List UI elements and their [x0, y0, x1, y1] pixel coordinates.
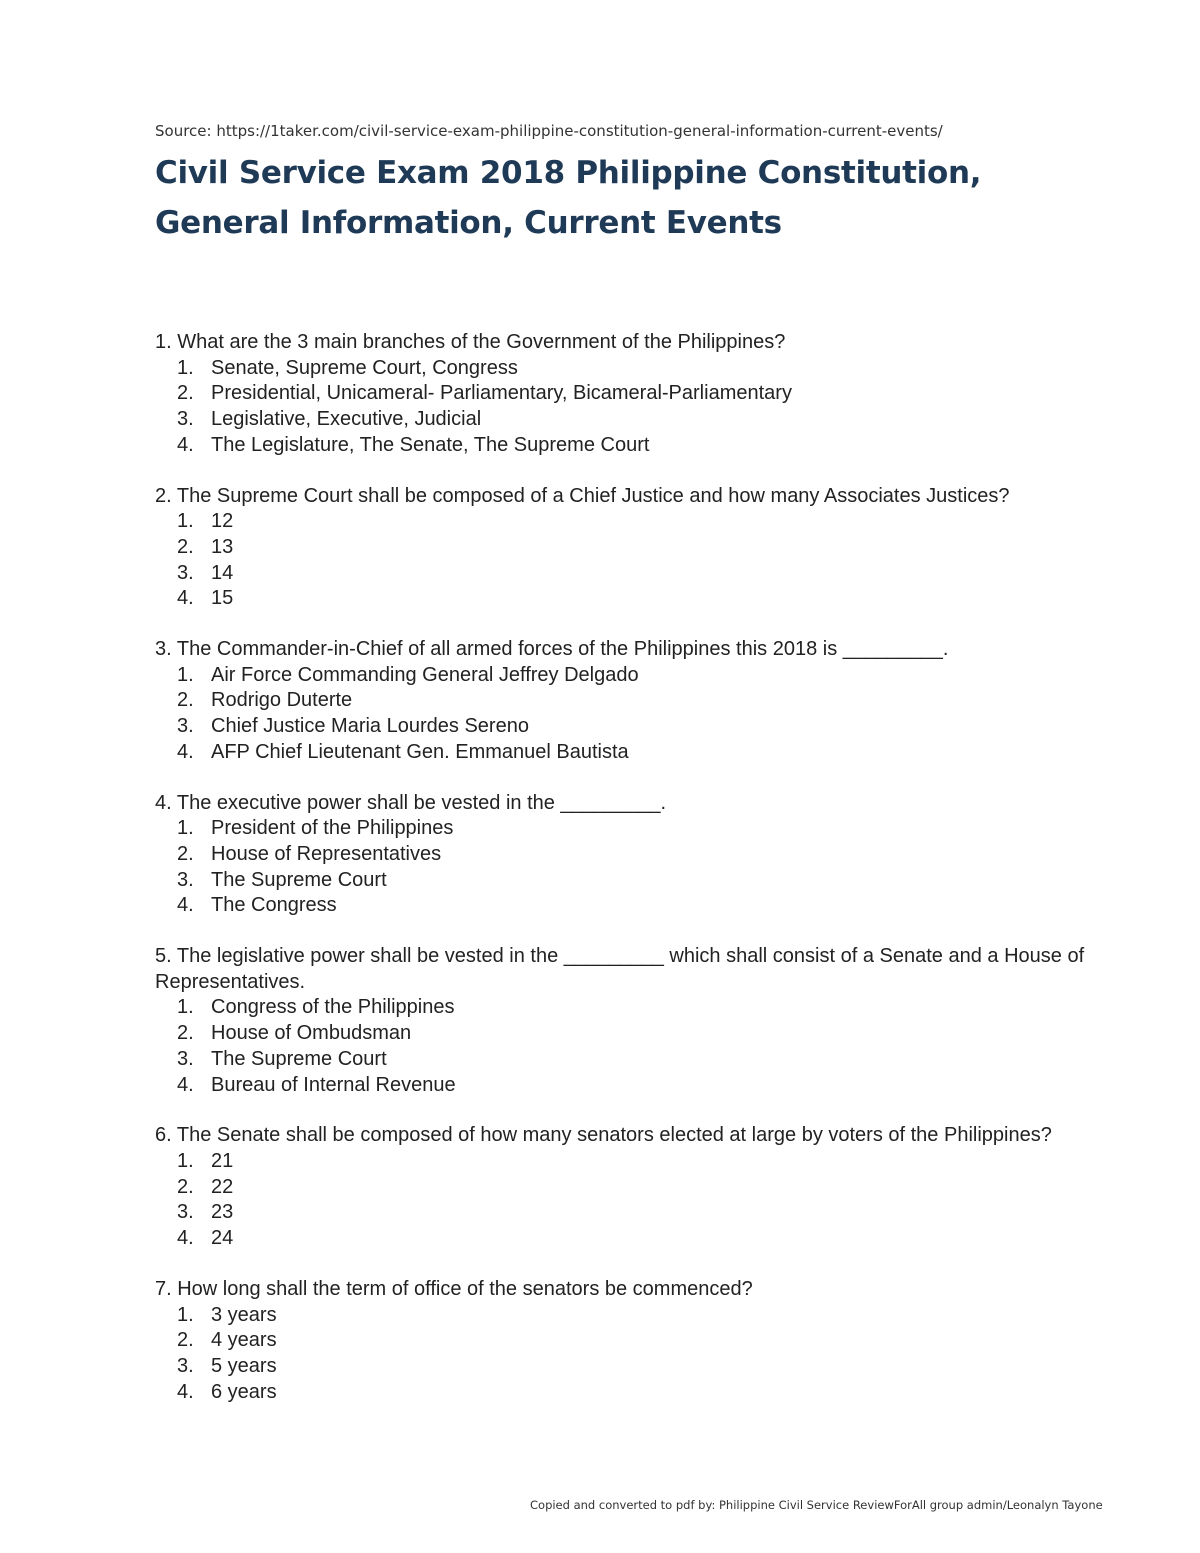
option-item — [155, 381, 1115, 407]
option-item — [155, 586, 1115, 612]
option-label: AFP Chief Lieutenant Gen. Emmanuel Bautista — [211, 740, 629, 763]
option-number: 1. — [177, 1149, 194, 1172]
option-number: 1. — [177, 1303, 194, 1326]
option-list — [155, 995, 1115, 1098]
option-item — [155, 740, 1115, 766]
option-number: 3. — [177, 1354, 194, 1377]
option-item — [155, 1226, 1115, 1252]
option-item — [155, 1328, 1115, 1354]
option-list — [155, 816, 1115, 919]
option-label: Rodrigo Duterte — [211, 689, 353, 712]
option-item — [155, 868, 1115, 894]
option-number: 2. — [177, 382, 194, 405]
option-number: 2. — [177, 842, 194, 865]
option-item — [155, 356, 1115, 382]
option-number: 1. — [177, 356, 194, 379]
option-item — [155, 433, 1115, 459]
option-item — [155, 688, 1115, 714]
option-label: 15 — [211, 587, 234, 610]
option-label: The Congress — [211, 894, 337, 917]
option-item — [155, 509, 1115, 535]
option-label: 21 — [211, 1149, 234, 1172]
option-item — [155, 816, 1115, 842]
option-list — [155, 663, 1115, 766]
option-label: House of Representatives — [211, 842, 442, 865]
option-item — [155, 1047, 1115, 1073]
option-item — [155, 1200, 1115, 1226]
option-list — [155, 356, 1115, 459]
option-label: The Supreme Court — [211, 868, 387, 891]
option-item — [155, 1380, 1115, 1406]
option-item — [155, 1175, 1115, 1201]
option-label: Senate, Supreme Court, Congress — [211, 356, 518, 379]
option-number: 3. — [177, 1047, 194, 1070]
question-text: 7. How long shall the term of office of the senators be commenced? — [155, 1277, 753, 1300]
option-label: 5 years — [211, 1354, 277, 1377]
option-label: Chief Justice Maria Lourdes Sereno — [211, 715, 529, 738]
question-text: 1. What are the 3 main branches of the Government of the Philippines? — [155, 331, 786, 353]
question-text: 2. The Supreme Court shall be composed of a Chief Justice and how many Associates Justices? — [155, 484, 1010, 507]
page-title: Civil Service Exam 2018 Philippine Constitution, General Information, Current Events — [155, 155, 982, 241]
option-item — [155, 535, 1115, 561]
option-number: 4. — [177, 894, 194, 917]
option-item — [155, 561, 1115, 587]
question-text: 5. The legislative power shall be vested in the _________ which shall consist of a Senate and a House of Representatives. — [155, 945, 1085, 993]
option-number: 1. — [177, 510, 194, 533]
option-item — [155, 893, 1115, 919]
question-text: 6. The Senate shall be composed of how many senators elected at large by voters of the Philippines? — [155, 1124, 1052, 1147]
option-number: 4. — [177, 433, 194, 456]
source-line: Source: https://1taker.com/civil-service-exam-philippine-constitution-general-information-current-events/ — [155, 122, 943, 140]
option-item — [155, 1149, 1115, 1175]
option-label: Congress of the Philippines — [211, 996, 455, 1019]
option-label: 12 — [211, 510, 234, 533]
option-item — [155, 714, 1115, 740]
option-item — [155, 995, 1115, 1021]
option-number: 3. — [177, 715, 194, 738]
question-list — [155, 330, 1115, 1430]
option-number: 1. — [177, 663, 194, 686]
option-item — [155, 1354, 1115, 1380]
option-number: 4. — [177, 587, 194, 610]
question-text: 3. The Commander-in-Chief of all armed forces of the Philippines this 2018 is _________. — [155, 638, 949, 661]
option-label: Air Force Commanding General Jeffrey Delgado — [211, 663, 639, 686]
option-item — [155, 407, 1115, 433]
option-item — [155, 663, 1115, 689]
option-number: 3. — [177, 408, 194, 431]
option-item — [155, 1303, 1115, 1329]
option-number: 3. — [177, 1201, 194, 1224]
option-label: 13 — [211, 535, 234, 558]
question-7 — [155, 1277, 1115, 1406]
option-number: 4. — [177, 1227, 194, 1250]
option-label: House of Ombudsman — [211, 1022, 412, 1045]
option-number: 2. — [177, 1022, 194, 1045]
question-5 — [155, 944, 1115, 1098]
option-number: 4. — [177, 1073, 194, 1096]
option-number: 2. — [177, 689, 194, 712]
question-2 — [155, 484, 1115, 613]
option-number: 4. — [177, 740, 194, 763]
question-text: 4. The executive power shall be vested in the _________. — [155, 791, 667, 814]
option-list — [155, 1149, 1115, 1252]
footer-credit: Copied and converted to pdf by: Philippine Civil Service ReviewForAll group admin/Leonalyn Tayone — [530, 1498, 1103, 1512]
option-number: 2. — [177, 1329, 194, 1352]
option-label: 6 years — [211, 1380, 277, 1403]
option-label: President of the Philippines — [211, 817, 454, 840]
option-label: Bureau of Internal Revenue — [211, 1073, 456, 1096]
option-label: 4 years — [211, 1329, 277, 1352]
option-label: 23 — [211, 1201, 234, 1224]
option-item — [155, 842, 1115, 868]
question-1 — [155, 330, 1115, 459]
question-4 — [155, 791, 1115, 920]
option-label: 22 — [211, 1175, 234, 1198]
option-number: 1. — [177, 996, 194, 1019]
option-number: 3. — [177, 561, 194, 584]
option-label: 3 years — [211, 1303, 277, 1326]
question-3 — [155, 637, 1115, 766]
question-6 — [155, 1123, 1115, 1252]
option-item — [155, 1073, 1115, 1099]
option-number: 4. — [177, 1380, 194, 1403]
option-list — [155, 509, 1115, 612]
option-number: 2. — [177, 535, 194, 558]
option-label: Legislative, Executive, Judicial — [211, 408, 482, 431]
option-number: 2. — [177, 1175, 194, 1198]
option-label: The Legislature, The Senate, The Supreme Court — [211, 433, 650, 456]
option-label: 14 — [211, 561, 234, 584]
option-item — [155, 1021, 1115, 1047]
option-label: Presidential, Unicameral- Parliamentary, Bicameral-Parliamentary — [211, 382, 792, 405]
option-label: 24 — [211, 1227, 234, 1250]
option-list — [155, 1303, 1115, 1406]
option-label: The Supreme Court — [211, 1047, 387, 1070]
option-number: 3. — [177, 868, 194, 891]
option-number: 1. — [177, 817, 194, 840]
